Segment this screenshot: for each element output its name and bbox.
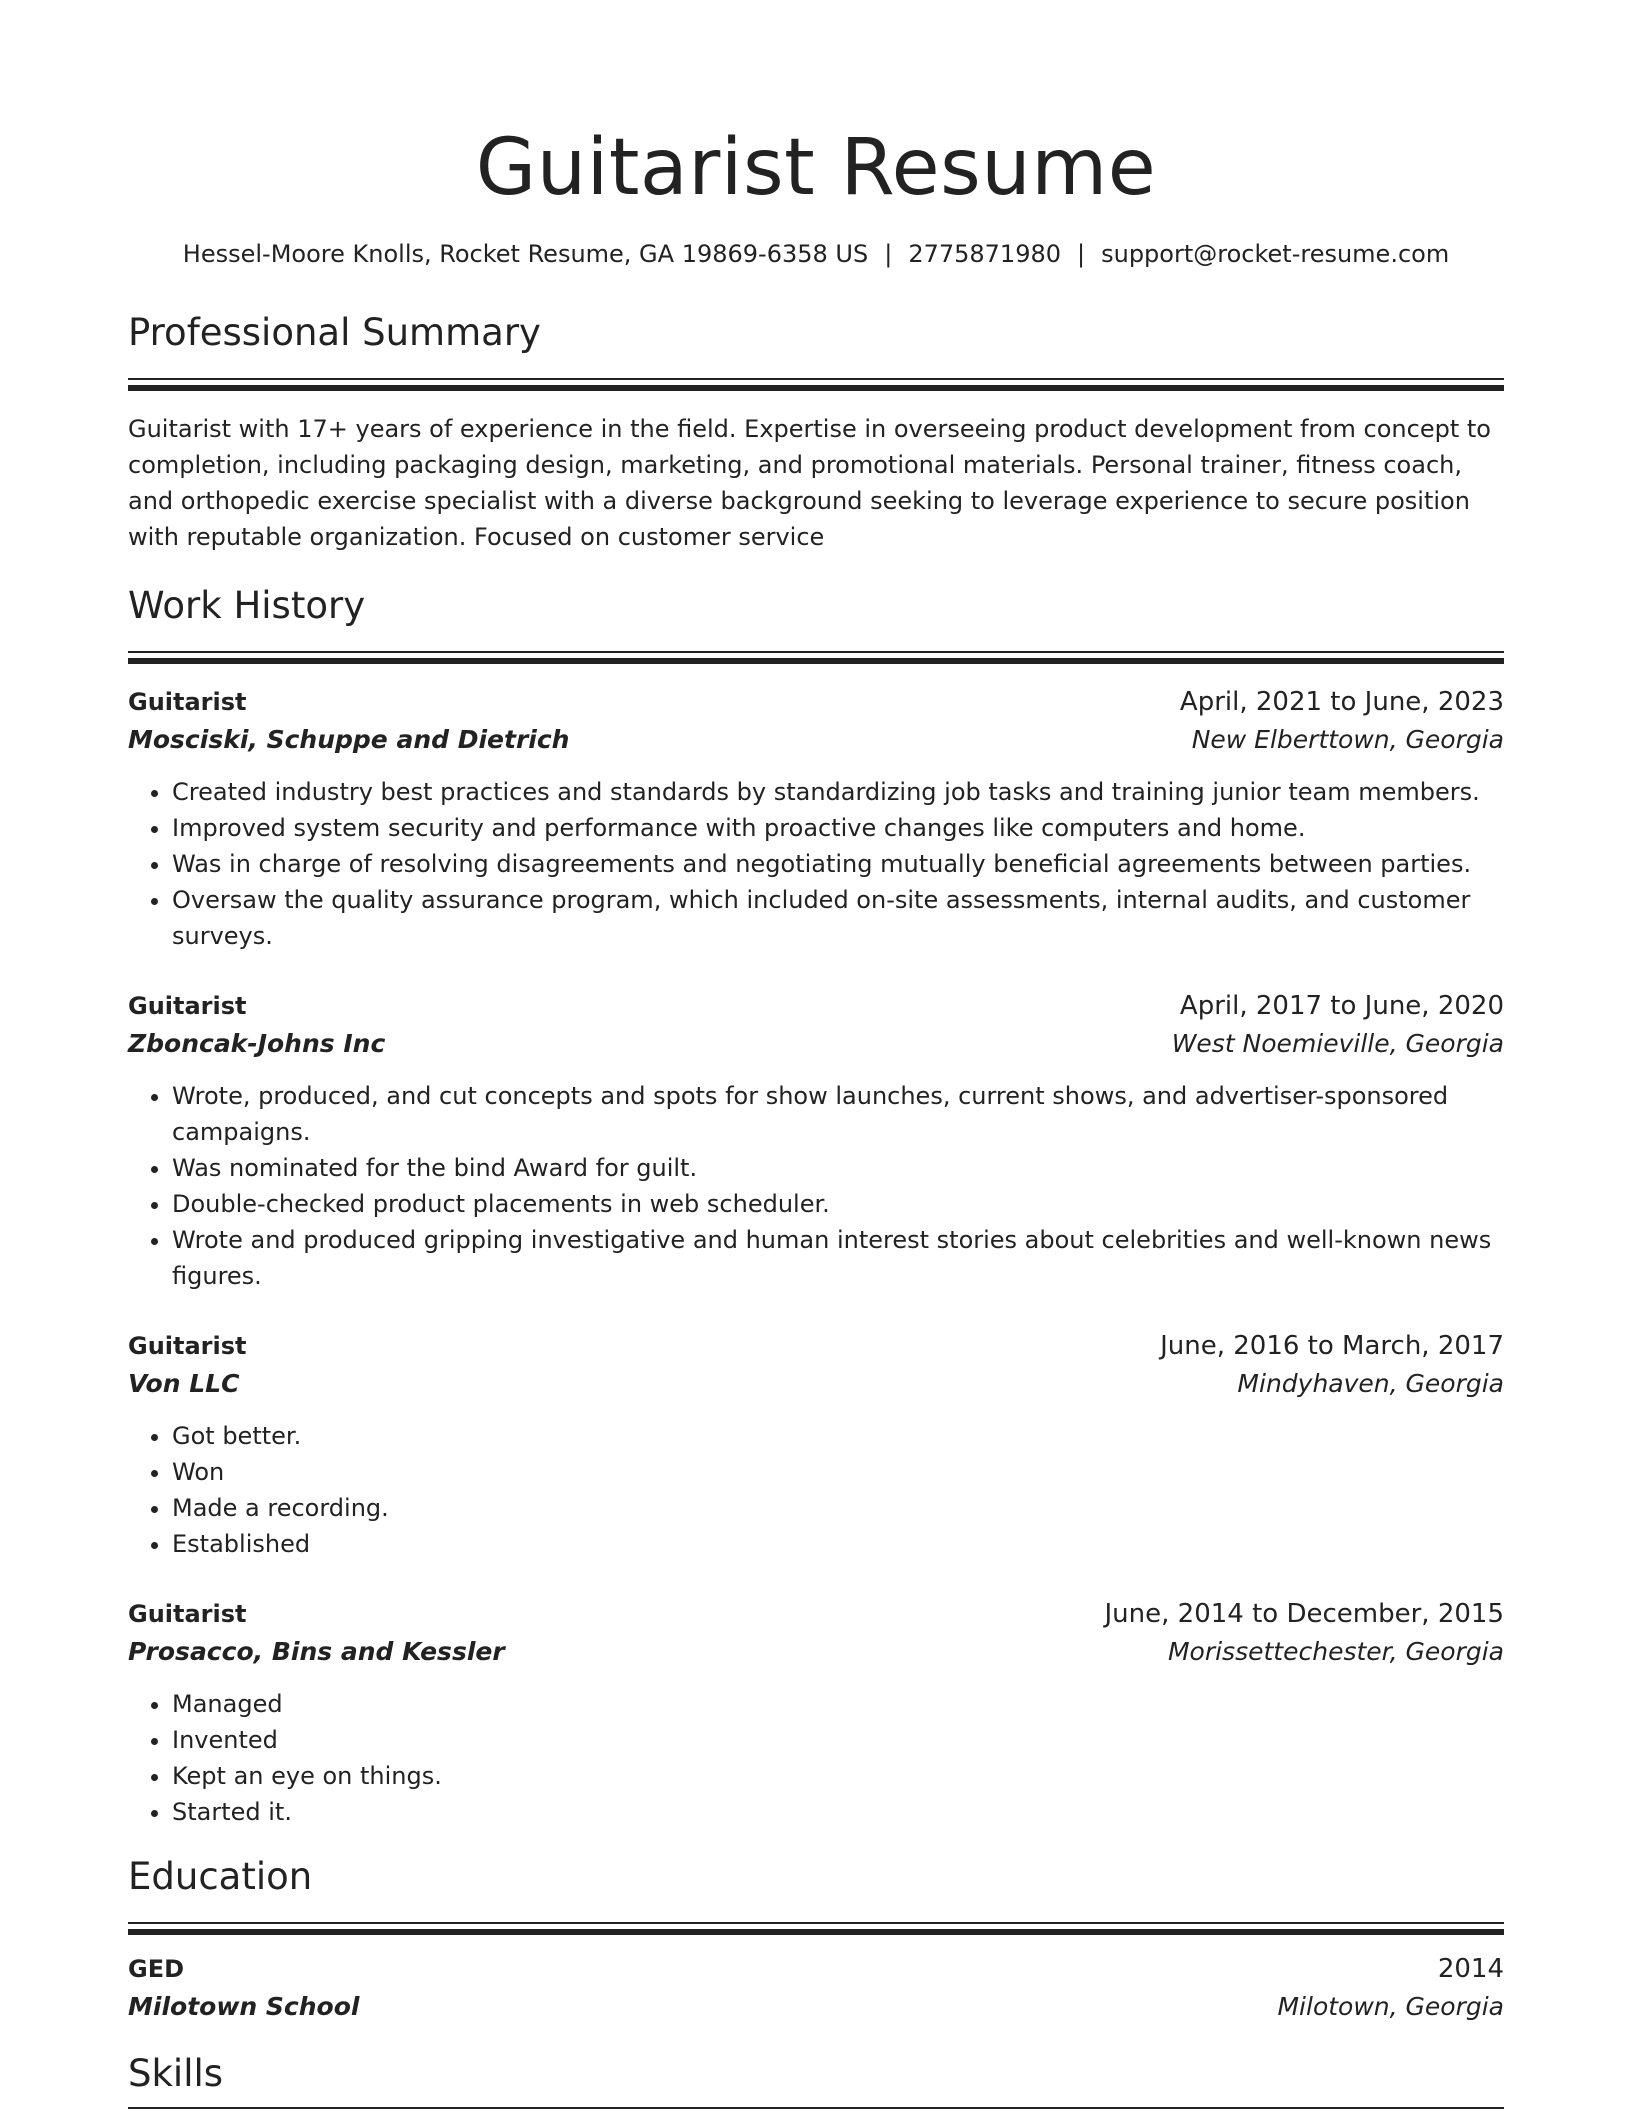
job-bullet: • Was nominated for the bind Award for guilt. [172, 1150, 1504, 1186]
job-title: Guitarist [128, 1600, 247, 1628]
section-divider [128, 1929, 1504, 1935]
education-entry [128, 1951, 1504, 2027]
job-bullet: • Managed [172, 1686, 1504, 1722]
job-entry [128, 684, 1504, 954]
job-dates: April, 2021 to June, 2023 [1179, 687, 1504, 717]
job-location: Mindyhaven, Georgia [1237, 1369, 1504, 1398]
section-divider [128, 658, 1504, 664]
section-heading-work: Work History [128, 584, 366, 627]
job-bullet: • Made a recording. [172, 1490, 1504, 1526]
job-company: Von LLC [128, 1369, 240, 1398]
job-entry [128, 1328, 1504, 1562]
contact-address: Hessel-Moore Knolls, Rocket Resume, GA 19869-6358 US [182, 240, 869, 268]
job-entry [128, 1596, 1504, 1830]
job-title: Guitarist [128, 992, 247, 1020]
job-bullet: • Created industry best practices and standards by standardizing job tasks and training junior team members. [172, 774, 1504, 810]
job-location: New Elberttown, Georgia [1191, 725, 1504, 754]
section-heading-summary: Professional Summary [128, 311, 541, 354]
summary-text: Guitarist with 17+ years of experience in the field. Expertise in overseeing product development from concept to completion, including packaging design, marketing, and promotional materials. Personal trainer, fitness coach, and orthopedic exercise specialist with a diverse background seeking to leverage experience to secure position with reputable organization. Focused on customer service [128, 415, 1491, 551]
skills-section [128, 2051, 1504, 2109]
job-location: West Noemieville, Georgia [1171, 1029, 1504, 1058]
contact-email: support@rocket-resume.com [1101, 240, 1450, 268]
section-divider [128, 651, 1504, 653]
section-heading-skills: Skills [128, 2052, 224, 2095]
section-divider [128, 385, 1504, 391]
job-dates: June, 2014 to December, 2015 [1104, 1599, 1504, 1629]
job-bullet: • Was in charge of resolving disagreements and negotiating mutually beneficial agreements between parties. [172, 846, 1504, 882]
job-entry [128, 988, 1504, 1294]
job-bullets [128, 1686, 1504, 1830]
job-bullet: • Invented [172, 1722, 1504, 1758]
education-section [128, 1854, 1504, 2027]
section-divider [128, 378, 1504, 380]
job-bullet: • Double-checked product placements in web scheduler. [172, 1186, 1504, 1222]
job-location: Morissettechester, Georgia [1167, 1637, 1504, 1666]
resume-page [128, 0, 1504, 2109]
job-bullets [128, 774, 1504, 954]
job-bullet: • Got better. [172, 1418, 1504, 1454]
job-company: Mosciski, Schuppe and Dietrich [128, 725, 570, 754]
job-bullet: • Oversaw the quality assurance program, which included on-site assessments, internal audits, and customer surveys. [172, 882, 1504, 954]
education-year: 2014 [1437, 1954, 1504, 1984]
job-title: Guitarist [128, 688, 247, 716]
section-divider [128, 2107, 1504, 2109]
job-bullet: • Started it. [172, 1794, 1504, 1830]
job-dates: June, 2016 to March, 2017 [1160, 1331, 1504, 1361]
job-bullet: • Wrote and produced gripping investigative and human interest stories about celebrities and well-known news figures. [172, 1222, 1504, 1294]
contact-separator: | [884, 240, 893, 268]
job-bullet: • Kept an eye on things. [172, 1758, 1504, 1794]
job-company: Zboncak-Johns Inc [128, 1029, 386, 1058]
work-history-section [128, 583, 1504, 1830]
education-location: Milotown, Georgia [1277, 1992, 1504, 2021]
contact-line [128, 238, 1504, 270]
job-company: Prosacco, Bins and Kessler [128, 1637, 505, 1666]
job-bullet: • Established [172, 1526, 1504, 1562]
job-dates: April, 2017 to June, 2020 [1179, 991, 1504, 1021]
resume-title: Guitarist Resume [475, 123, 1157, 213]
section-heading-education: Education [128, 1855, 313, 1898]
summary-section [128, 310, 1504, 555]
job-bullets [128, 1078, 1504, 1294]
job-bullet: • Wrote, produced, and cut concepts and spots for show launches, current shows, and advertiser-sponsored campaigns. [172, 1078, 1504, 1150]
contact-phone: 2775871980 [908, 240, 1062, 268]
section-divider [128, 1922, 1504, 1924]
contact-separator: | [1077, 240, 1086, 268]
job-bullet: • Improved system security and performance with proactive changes like computers and home. [172, 810, 1504, 846]
education-degree: GED [128, 1955, 185, 1983]
education-school: Milotown School [128, 1992, 360, 2021]
job-bullets [128, 1418, 1504, 1562]
job-title: Guitarist [128, 1332, 247, 1360]
job-bullet: • Won [172, 1454, 1504, 1490]
